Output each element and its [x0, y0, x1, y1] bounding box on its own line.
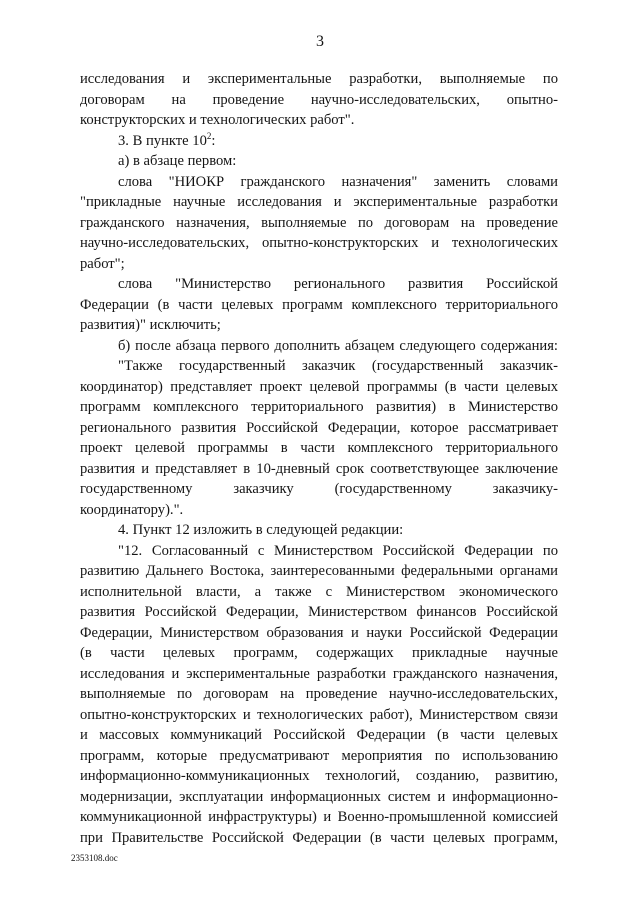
text-line: Федерации (в части целевых программ комплексного территориального [80, 296, 558, 313]
text-line: слова "НИОКР гражданского назначения" заменить словами [118, 173, 558, 190]
text-line: координатору).". [80, 501, 184, 518]
text-line: "12. Согласованный с Министерством Российской Федерации по [118, 542, 558, 559]
text-line: проект целевой программы в части комплексного территориального [80, 440, 558, 456]
item-3-colon: : [211, 132, 216, 149]
page-number: 3 [316, 33, 324, 50]
text-line: договорам на проведение научно-исследовательских, опытно- [80, 91, 558, 108]
item-3-superscript: 2 [206, 130, 212, 141]
text-line: исследования и экспериментальные разработки, выполняемые по [80, 71, 558, 87]
text-line: и массовых коммуникаций Российской Федерации (в части целевых [80, 727, 558, 743]
text-line: конструкторских и технологических работ". [80, 112, 355, 128]
text-line: модернизации, эксплуатации информационных систем и информационно- [80, 788, 558, 805]
text-line: регионального развития Российской Федерации, которое рассматривает [80, 419, 558, 436]
text-line: государственному заказчику (государственному заказчику- [80, 481, 558, 497]
text-line: коммуникационной инфраструктуры) и Военно-промышленной комиссией [80, 809, 558, 825]
text-line: "Также государственный заказчик (государственный заказчик- [118, 358, 558, 374]
text-line: а) в абзаце первом: [118, 153, 237, 169]
text-line: б) после абзаца первого дополнить абзацем следующего содержания: [118, 337, 558, 354]
text-line: слова "Министерство регионального развития Российской [118, 276, 558, 292]
text-line: развития Российской Федерации, Министерством финансов Российской [80, 604, 558, 620]
item-3-heading [80, 131, 558, 152]
text-line: развития)" исключить; [80, 317, 221, 333]
text-line: работ"; [80, 255, 125, 272]
text-line: научно-исследовательских, опытно-конструкторских и технологических [80, 235, 558, 251]
text-line: при Правительстве Российской Федерации (в части целевых программ, [80, 829, 558, 846]
text-line: исследования и экспериментальные разработки гражданского назначения, [80, 665, 558, 682]
footer-filename: 2353108.doc [71, 853, 118, 863]
text-line: "прикладные научные исследования и экспериментальные разработки [80, 194, 558, 210]
text-line: выполняемые по договорам на проведение научно-исследовательских, [80, 686, 558, 702]
text-line: программ, которые предусматривают мероприятия по использованию [80, 747, 558, 764]
text-line: опытно-конструкторских и технологических работ), Министерством связи [80, 706, 558, 723]
document-body [80, 69, 558, 848]
text-line: Федерации, Министерством образования и науки Российской Федерации [80, 624, 558, 641]
text-line: координатор) представляет проект целевой программы (в части целевых [80, 378, 558, 395]
text-line: развития и представляет в 10-дневный срок соответствующее заключение [80, 460, 558, 477]
text-line: развитию Дальнего Востока, заинтересованными федеральными органами [80, 563, 558, 579]
text-line: 4. Пункт 12 изложить в следующей редакции: [118, 522, 404, 538]
text-line: гражданского назначения, выполняемые по договорам на проведение [80, 214, 558, 231]
text-line: исполнительной власти, а также с Министерством экономического [80, 583, 558, 600]
item-3-text: 3. В пункте 10 [118, 132, 207, 149]
text-line: (в части целевых программ, содержащих прикладные научные [80, 645, 558, 661]
text-line: программ комплексного территориального развития) в Министерство [80, 399, 558, 415]
text-line: информационно-коммуникационных технологий, созданию, развитию, [80, 768, 558, 784]
